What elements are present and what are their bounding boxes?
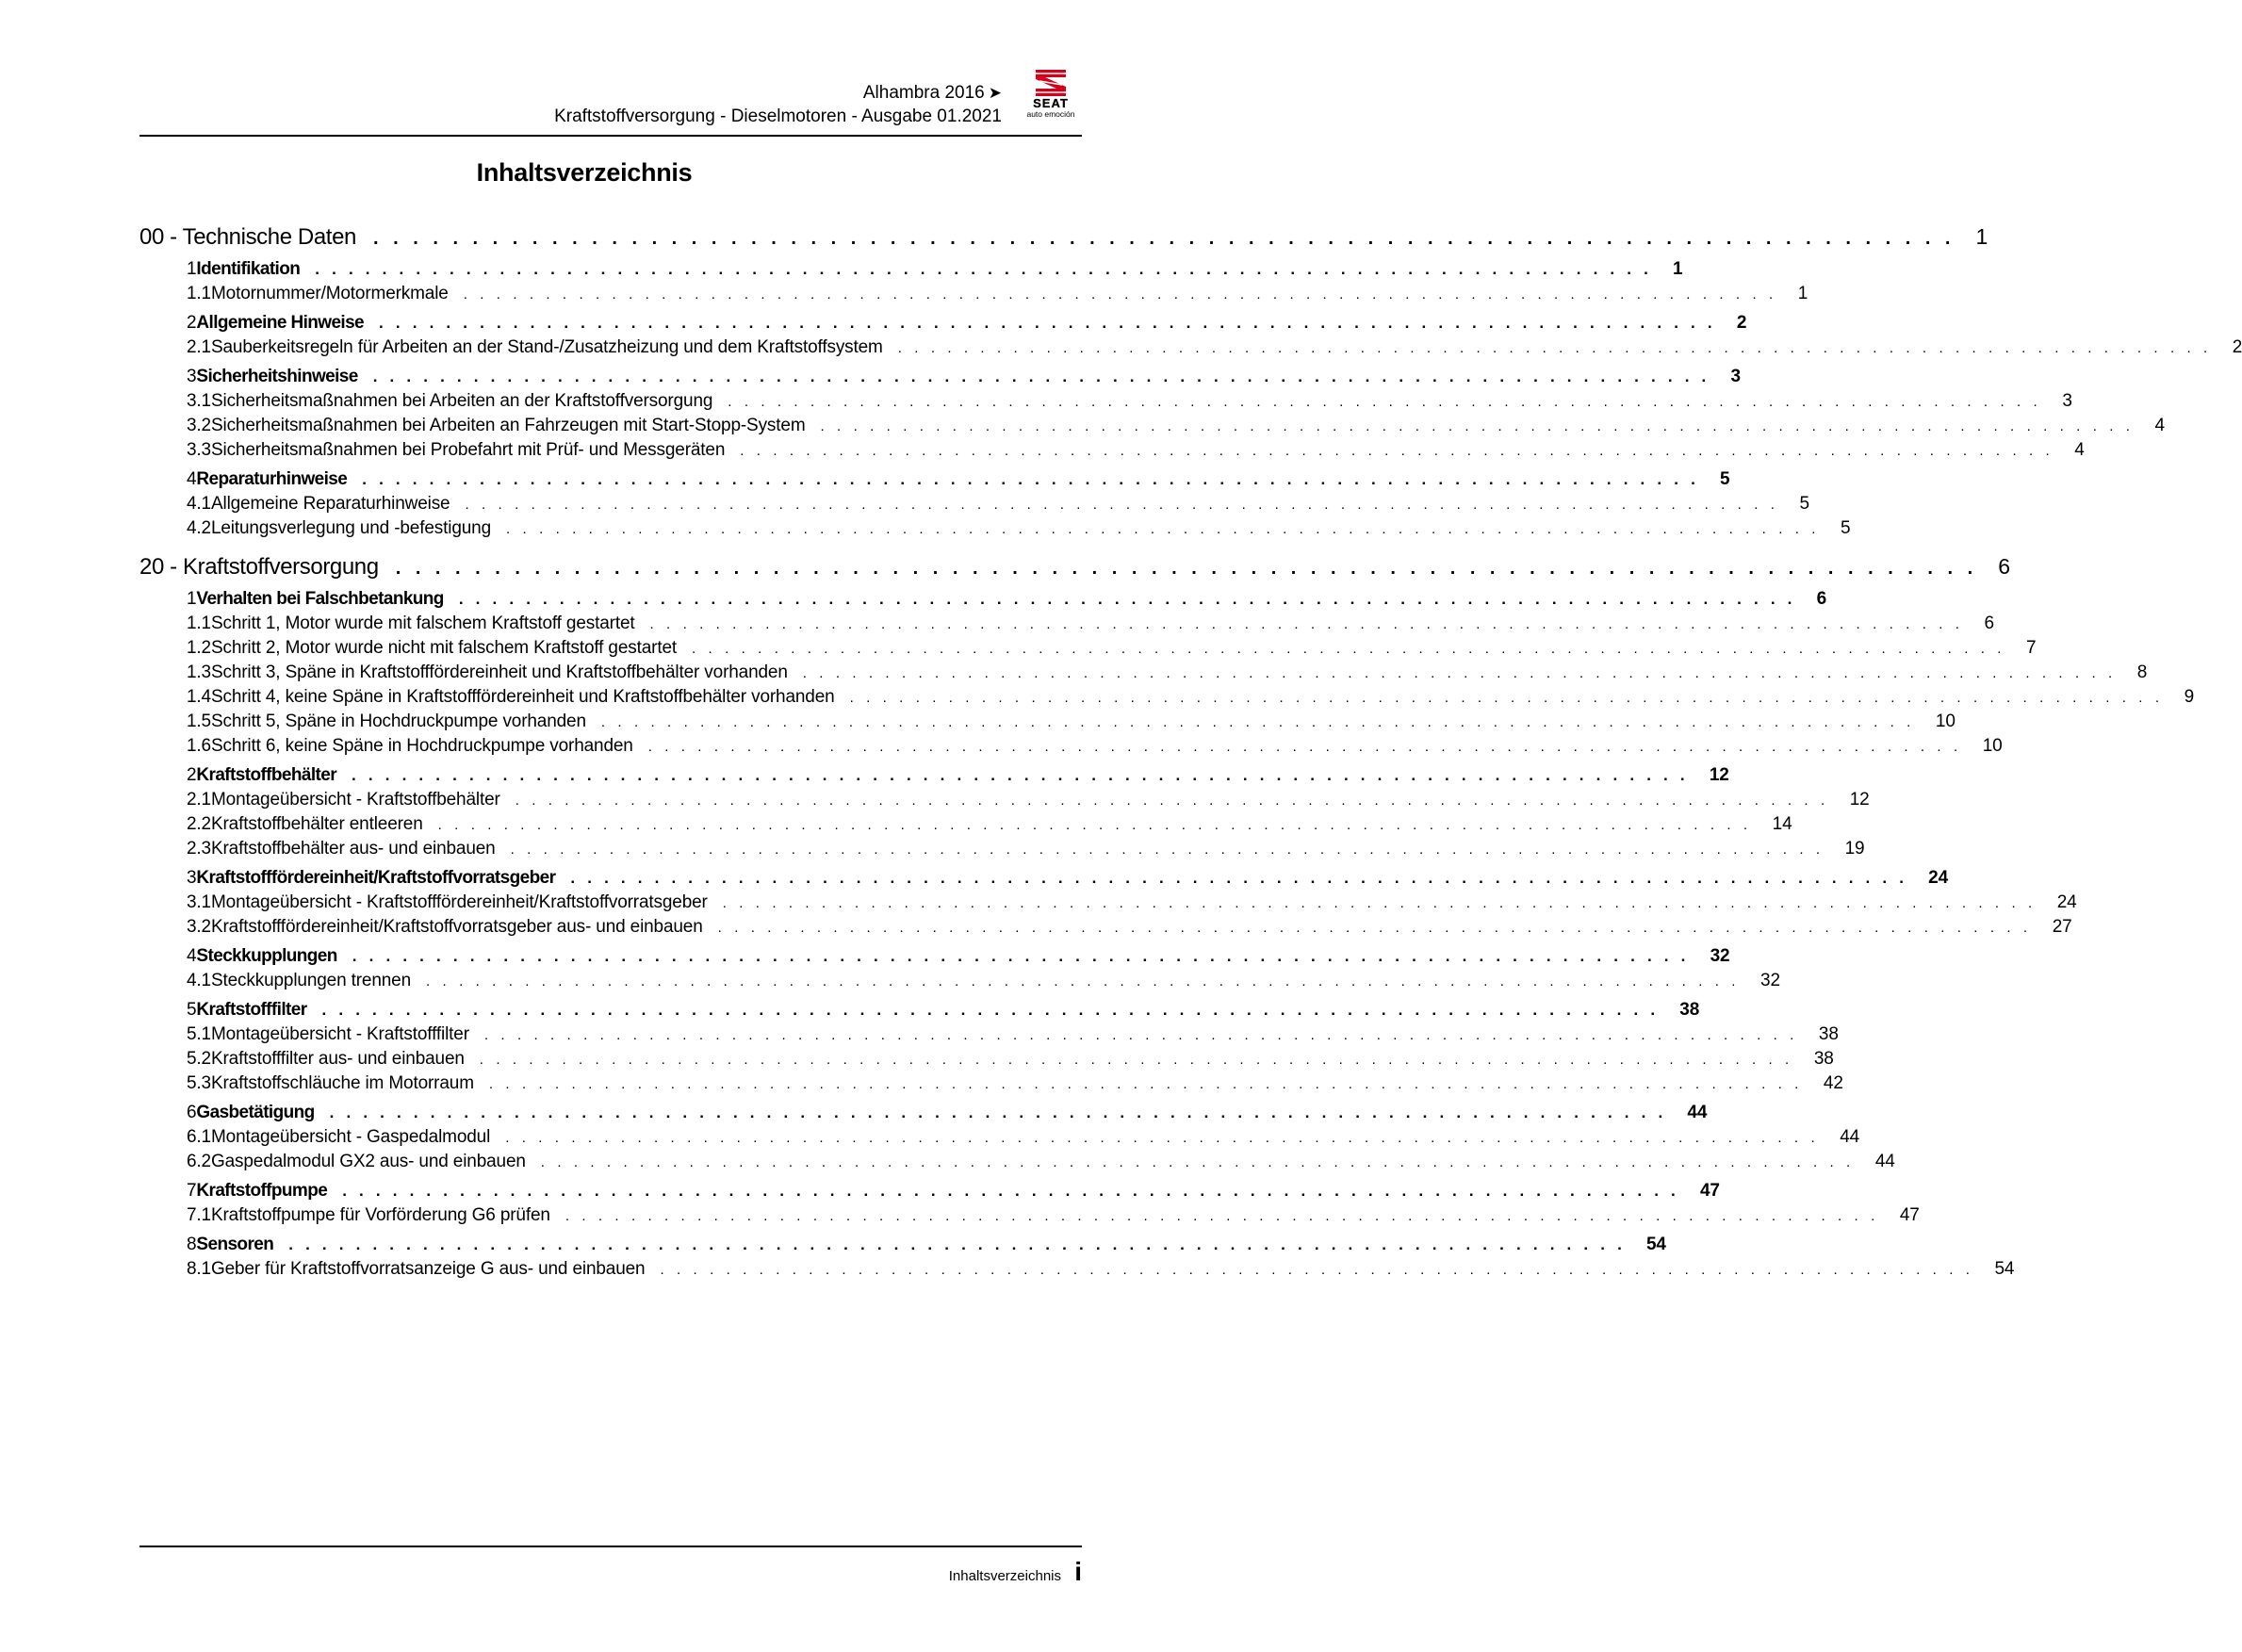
table-of-contents <box>139 224 2242 1295</box>
toc-subsection-entry[interactable] <box>139 839 1865 863</box>
subsection-page-number: 8 <box>2136 662 2148 682</box>
section-title: Kraftstofffilter <box>196 1000 307 1020</box>
section-title: Steckkupplungen <box>196 946 337 966</box>
dot-leader: . . . . . . . . . . . . . . . . . . . . . . . . . . . . . . . . . . . . . . . . . . . . . . . . . . . . . . . . . . . . . . . . . . . . . . . . . . . . . . . . <box>692 641 2006 657</box>
dot-leader: . . . . . . . . . . . . . . . . . . . . . . . . . . . . . . . . . . . . . . . . . . . . . . . . . . . . . . . . . . . . . . . . . . . . . . . . . . . . . . . . <box>463 286 1777 303</box>
section-title: Kraftstoffpumpe <box>196 1181 328 1201</box>
dot-leader: . . . . . . . . . . . . . . . . . . . . . . . . . . . . . . . . . . . . . . . . . . . . . . . . . . . . . . . . . . . . . . . . . . . . . . . . . . . . . . . . <box>740 443 2054 459</box>
section-title: Identifikation <box>196 259 301 279</box>
section-title: Verhalten bei Falschbetankung <box>196 589 444 609</box>
footer-text <box>949 1557 1082 1587</box>
section-title: Allgemeine Hinweise <box>196 313 365 333</box>
subsection-title: Schritt 4, keine Späne in Kraftstofffördereinheit und Kraftstoffbehälter vorhanden <box>210 687 835 707</box>
subsection-number: 3.3 <box>187 440 211 460</box>
subsection-number: 6.1 <box>187 1127 211 1147</box>
arrow-right-icon: ➤ <box>988 84 1002 102</box>
toc-section-entry[interactable] <box>139 259 1683 284</box>
subsection-title: Leitungsverlegung und -befestigung <box>210 518 491 538</box>
subsection-number: 2.1 <box>187 790 211 810</box>
subsection-number: 1.3 <box>187 662 211 682</box>
dot-leader: . . . . . . . . . . . . . . . . . . . . . . . . . . . . . . . . . . . . . . . . . . . . . . . . . . . . . . . . . . . . . . . . . . . . . . . . . . . . . . . . <box>728 394 2042 410</box>
subsection-page-number: 12 <box>1849 790 1870 810</box>
subsection-title: Kraftstoffbehälter aus- und einbauen <box>210 839 496 859</box>
subsection-number: 2.3 <box>187 839 211 859</box>
section-page-number: 6 <box>1816 589 1827 609</box>
subsection-number: 6.2 <box>187 1152 211 1171</box>
section-page-number: 47 <box>1699 1181 1720 1201</box>
dot-leader: . . . . . . . . . . . . . . . . . . . . . . . . . . . . . . . . . . . . . . . . . . . . . . . . . . . . . . . . . . . . . . . . . . . . . . . . . . . . . . . . <box>649 616 1964 632</box>
subsection-number: 3.2 <box>187 917 211 937</box>
subsection-number: 4.1 <box>187 971 211 990</box>
subsection-page-number: 38 <box>1818 1024 1839 1044</box>
toc-subsection-entry[interactable] <box>139 712 1956 736</box>
dot-leader: . . . . . . . . . . . . . . . . . . . . . . . . . . . . . . . . . . . . . . . . . . . . . . . . . . . . . . . . . . . . . . . . . . . . . . . . . . . . . . . . <box>372 228 1956 249</box>
chapter-title: 00 - Technische Daten <box>139 224 356 250</box>
dot-leader: . . . . . . . . . . . . . . . . . . . . . . . . . . . . . . . . . . . . . . . . . . . . . . . . . . . . . . . . . . . . . . . . . . . . . . . . . . . . . . . . <box>379 314 1716 332</box>
subsection-page-number: 2 <box>2232 337 2242 357</box>
header-model: Alhambra 2016 <box>862 83 985 103</box>
toc-subsection-entry[interactable] <box>139 892 2077 917</box>
toc-section <box>139 1103 1895 1176</box>
subsection-title: Schritt 6, keine Späne in Hochdruckpumpe vorhanden <box>210 736 633 756</box>
section-title: Sensoren <box>196 1235 274 1254</box>
toc-section-entry[interactable] <box>139 469 1730 494</box>
toc-section <box>139 1000 1843 1098</box>
section-title: Kraftstoffbehälter <box>196 765 337 785</box>
toc-section-entry[interactable] <box>139 1181 1720 1205</box>
subsection-title: Motornummer/Motormerkmale <box>210 284 449 303</box>
toc-section <box>139 868 2077 941</box>
subsection-page-number: 47 <box>1899 1205 1920 1225</box>
subsection-page-number: 1 <box>1797 284 1808 303</box>
dot-leader: . . . . . . . . . . . . . . . . . . . . . . . . . . . . . . . . . . . . . . . . . . . . . . . . . . . . . . . . . . . . . . . . . . . . . . . . . . . . . . . . <box>820 418 2135 434</box>
seat-logo-brand: SEAT <box>1033 96 1069 110</box>
subsection-title: Montageübersicht - Gaspedalmodul <box>210 1127 491 1147</box>
dot-leader: . . . . . . . . . . . . . . . . . . . . . . . . . . . . . . . . . . . . . . . . . . . . . . . . . . . . . . . . . . . . . . . . . . . . . . . . . . . . . . . . <box>488 1076 1803 1092</box>
toc-section-entry[interactable] <box>139 1103 1708 1127</box>
dot-leader: . . . . . . . . . . . . . . . . . . . . . . . . . . . . . . . . . . . . . . . . . . . . . . . . . . . . . . . . . . . . . . . . . . . . . . . . . . . . . . . . <box>362 470 1700 488</box>
subsection-title: Schritt 3, Späne in Kraftstofffördereinheit und Kraftstoffbehälter vorhanden <box>210 662 788 682</box>
subsection-page-number: 27 <box>2052 917 2072 937</box>
page-title: Inhaltsverzeichnis <box>476 158 693 187</box>
toc-section <box>139 946 1780 995</box>
dot-leader: . . . . . . . . . . . . . . . . . . . . . . . . . . . . . . . . . . . . . . . . . . . . . . . . . . . . . . . . . . . . . . . . . . . . . . . . . . . . . . . . <box>321 1001 1660 1019</box>
toc-subsection-entry[interactable] <box>139 1049 1834 1073</box>
dot-leader: . . . . . . . . . . . . . . . . . . . . . . . . . . . . . . . . . . . . . . . . . . . . . . . . . . . . . . . . . . . . . . . . . . . . . . . . . . . . . . . . <box>565 1208 1879 1224</box>
section-page-number: 5 <box>1720 469 1730 489</box>
toc-subsection-entry[interactable] <box>139 638 2037 662</box>
subsection-page-number: 9 <box>2184 687 2195 707</box>
subsection-page-number: 14 <box>1772 814 1792 834</box>
subsection-page-number: 44 <box>1840 1127 1860 1147</box>
footer-label: Inhaltsverzeichnis <box>948 1568 1061 1584</box>
subsection-number: 1.4 <box>187 687 211 707</box>
subsection-number: 1.6 <box>187 736 211 756</box>
header-subtitle: Kraftstoffversorgung - Dieselmotoren - Ausgabe 01.2021 <box>554 106 1002 126</box>
section-page-number: 12 <box>1709 765 1729 785</box>
toc-subsection-entry[interactable] <box>139 440 2085 465</box>
chapter-page-number: 1 <box>1975 224 1988 249</box>
dot-leader: . . . . . . . . . . . . . . . . . . . . . . . . . . . . . . . . . . . . . . . . . . . . . . . . . . . . . . . . . . . . . . . . . . . . . . . . . . . . . . . . <box>479 1052 1793 1068</box>
subsection-title: Montageübersicht - Kraftstofffördereinheit/Kraftstoffvorratsgeber <box>210 892 708 912</box>
toc-section <box>139 259 1808 308</box>
seat-logo <box>1016 68 1086 121</box>
subsection-page-number: 42 <box>1823 1073 1843 1093</box>
section-page-number: 3 <box>1730 367 1741 386</box>
chapter-title: 20 - Kraftstoffversorgung <box>139 554 379 580</box>
subsection-page-number: 32 <box>1760 971 1780 990</box>
subsection-number: 8.1 <box>187 1259 211 1279</box>
chapter-page-number: 6 <box>1998 554 2010 579</box>
toc-section <box>139 313 2242 362</box>
toc-subsection-entry[interactable] <box>139 337 2242 362</box>
dot-leader: . . . . . . . . . . . . . . . . . . . . . . . . . . . . . . . . . . . . . . . . . . . . . . . . . . . . . . . . . . . . . . . . . . . . . . . . . . . . . . . . <box>352 766 1689 784</box>
section-number: 4 <box>187 946 197 966</box>
subsection-number: 2.2 <box>187 814 211 834</box>
subsection-number: 1.1 <box>187 613 211 633</box>
toc-section-entry[interactable] <box>139 367 1741 391</box>
section-number: 2 <box>187 313 197 333</box>
subsection-title: Steckkupplungen trennen <box>210 971 412 990</box>
section-number: 3 <box>187 367 197 386</box>
toc-section <box>139 1235 2015 1284</box>
subsection-page-number: 10 <box>1982 736 2003 756</box>
subsection-page-number: 3 <box>2062 391 2072 411</box>
toc-chapter <box>139 224 2242 543</box>
subsection-title: Allgemeine Reparaturhinweise <box>210 494 450 514</box>
footer-page-number: i <box>1074 1557 1082 1586</box>
subsection-page-number: 5 <box>1841 518 1851 538</box>
toc-section-entry[interactable] <box>139 589 1827 613</box>
toc-section <box>139 367 2165 465</box>
toc-subsection-entry[interactable] <box>139 736 2003 761</box>
toc-subsection-entry[interactable] <box>139 518 1851 543</box>
toc-section-entry[interactable] <box>139 1235 1666 1259</box>
subsection-page-number: 19 <box>1844 839 1865 859</box>
dot-leader: . . . . . . . . . . . . . . . . . . . . . . . . . . . . . . . . . . . . . . . . . . . . . . . . . . . . . . . . . . . . . . . . . . . . . . . . . . . . . . . . <box>647 739 1962 755</box>
subsection-page-number: 5 <box>1799 494 1809 514</box>
dot-leader: . . . . . . . . . . . . . . . . . . . . . . . . . . . . . . . . . . . . . . . . . . . . . . . . . . . . . . . . . . . . . . . . . . . . . . . . . . . . . . . . <box>372 368 1710 385</box>
seat-logo-icon <box>1032 68 1070 98</box>
section-title: Kraftstofffördereinheit/Kraftstoffvorratsgeber <box>196 868 556 888</box>
subsection-title: Gaspedalmodul GX2 aus- und einbauen <box>210 1152 526 1171</box>
section-title: Reparaturhinweise <box>196 469 348 489</box>
subsection-page-number: 38 <box>1813 1049 1834 1069</box>
subsection-title: Schritt 2, Motor wurde nicht mit falschem Kraftstoff gestartet <box>210 638 678 658</box>
subsection-title: Schritt 1, Motor wurde mit falschem Kraftstoff gestartet <box>210 613 635 633</box>
section-number: 6 <box>187 1103 197 1122</box>
section-number: 8 <box>187 1235 197 1254</box>
page-footer <box>139 1546 1082 1586</box>
dot-leader: . . . . . . . . . . . . . . . . . . . . . . . . . . . . . . . . . . . . . . . . . . . . . . . . . . . . . . . . . . . . . . . . . . . . . . . . . . . . . . . . <box>570 869 1908 887</box>
toc-subsection-entry[interactable] <box>139 613 1994 638</box>
footer-divider <box>139 1546 1082 1547</box>
section-number: 1 <box>187 589 197 609</box>
section-title: Sicherheitshinweise <box>196 367 358 386</box>
dot-leader: . . . . . . . . . . . . . . . . . . . . . . . . . . . . . . . . . . . . . . . . . . . . . . . . . . . . . . . . . . . . . . . . . . . . . . . . . . . . . . . . <box>849 690 2164 706</box>
toc-section <box>139 1181 1920 1230</box>
dot-leader: . . . . . . . . . . . . . . . . . . . . . . . . . . . . . . . . . . . . . . . . . . . . . . . . . . . . . . . . . . . . . . . . . . . . . . . . . . . . . . . . <box>465 497 1779 513</box>
subsection-number: 3.1 <box>187 391 211 411</box>
dot-leader: . . . . . . . . . . . . . . . . . . . . . . . . . . . . . . . . . . . . . . . . . . . . . . . . . . . . . . . . . . . . . . . . . . . . . . . . . . . . . . . . <box>660 1262 1974 1278</box>
dot-leader: . . . . . . . . . . . . . . . . . . . . . . . . . . . . . . . . . . . . . . . . . . . . . . . . . . . . . . . . . . . . . . . . . . . . . . . . . . . . . . . . <box>717 920 2032 936</box>
dot-leader: . . . . . . . . . . . . . . . . . . . . . . . . . . . . . . . . . . . . . . . . . . . . . . . . . . . . . . . . . . . . . . . . . . . . . . . . . . . . . . . . <box>352 947 1690 965</box>
dot-leader: . . . . . . . . . . . . . . . . . . . . . . . . . . . . . . . . . . . . . . . . . . . . . . . . . . . . . . . . . . . . . . . . . . . . . . . . . . . . . . . . <box>458 590 1796 608</box>
section-title: Gasbetätigung <box>196 1103 315 1122</box>
toc-subsection-entry[interactable] <box>139 1152 1895 1176</box>
section-number: 7 <box>187 1181 197 1201</box>
dot-leader: . . . . . . . . . . . . . . . . . . . . . . . . . . . . . . . . . . . . . . . . . . . . . . . . . . . . . . . . . . . . . . . . . . . . . . . . . . . . . . . . <box>288 1235 1626 1253</box>
toc-subsection-entry[interactable] <box>139 814 1792 839</box>
toc-subsection-entry[interactable] <box>139 662 2148 687</box>
subsection-title: Montageübersicht - Kraftstoffbehälter <box>210 790 500 810</box>
dot-leader: . . . . . . . . . . . . . . . . . . . . . . . . . . . . . . . . . . . . . . . . . . . . . . . . . . . . . . . . . . . . . . . . . . . . . . . . . . . . . . . . <box>515 793 1829 809</box>
toc-subsection-entry[interactable] <box>139 494 1809 518</box>
subsection-title: Kraftstoffbehälter entleeren <box>210 814 423 834</box>
dot-leader: . . . . . . . . . . . . . . . . . . . . . . . . . . . . . . . . . . . . . . . . . . . . . . . . . . . . . . . . . . . . . . . . . . . . . . . . . . . . . . . . <box>329 1104 1667 1121</box>
subsection-page-number: 6 <box>1984 613 1994 633</box>
dot-leader: . . . . . . . . . . . . . . . . . . . . . . . . . . . . . . . . . . . . . . . . . . . . . . . . . . . . . . . . . . . . . . . . . . . . . . . . . . . . . . . . <box>802 665 2117 681</box>
subsection-number: 1.2 <box>187 638 211 658</box>
toc-section <box>139 765 1870 863</box>
toc-chapter-entry[interactable] <box>139 554 2010 584</box>
section-number: 2 <box>187 765 197 785</box>
toc-subsection-entry[interactable] <box>139 284 1808 308</box>
subsection-title: Kraftstoffschläuche im Motorraum <box>210 1073 474 1093</box>
dot-leader: . . . . . . . . . . . . . . . . . . . . . . . . . . . . . . . . . . . . . . . . . . . . . . . . . . . . . . . . . . . . . . . . . . . . . . . . . . . . . . . . <box>505 1130 1820 1146</box>
subsection-number: 4.1 <box>187 494 211 514</box>
toc-chapter-entry[interactable] <box>139 224 1988 254</box>
toc-subsection-entry[interactable] <box>139 416 2165 440</box>
subsection-title: Kraftstoffpumpe für Vorförderung G6 prüfen <box>210 1205 550 1225</box>
section-page-number: 24 <box>1928 868 1948 888</box>
header-divider <box>139 135 1082 137</box>
toc-section <box>139 469 1851 543</box>
header-text <box>554 83 1002 130</box>
subsection-page-number: 10 <box>1935 712 1956 731</box>
subsection-title: Schritt 5, Späne in Hochdruckpumpe vorhanden <box>210 712 586 731</box>
page-header <box>139 83 1082 138</box>
subsection-title: Kraftstofffilter aus- und einbauen <box>210 1049 465 1069</box>
toc-section-entry[interactable] <box>139 1000 1700 1024</box>
subsection-number: 5.1 <box>187 1024 211 1044</box>
subsection-number: 2.1 <box>187 337 211 357</box>
subsection-number: 1.1 <box>187 284 211 303</box>
toc-subsection-entry[interactable] <box>139 790 1870 814</box>
toc-subsection-entry[interactable] <box>139 1024 1839 1049</box>
subsection-title: Sicherheitsmaßnahmen bei Arbeiten an Fahrzeugen mit Start-Stopp-System <box>210 416 806 435</box>
toc-subsection-entry[interactable] <box>139 1127 1860 1152</box>
toc-section-entry[interactable] <box>139 946 1730 971</box>
toc-section-entry[interactable] <box>139 765 1729 790</box>
subsection-page-number: 24 <box>2056 892 2077 912</box>
dot-leader: . . . . . . . . . . . . . . . . . . . . . . . . . . . . . . . . . . . . . . . . . . . . . . . . . . . . . . . . . . . . . . . . . . . . . . . . . . . . . . . . <box>506 521 1821 537</box>
section-page-number: 38 <box>1679 1000 1700 1020</box>
dot-leader: . . . . . . . . . . . . . . . . . . . . . . . . . . . . . . . . . . . . . . . . . . . . . . . . . . . . . . . . . . . . . . . . . . . . . . . . . . . . . . . . <box>510 842 1825 858</box>
toc-subsection-entry[interactable] <box>139 971 1780 995</box>
subsection-number: 3.1 <box>187 892 211 912</box>
dot-leader: . . . . . . . . . . . . . . . . . . . . . . . . . . . . . . . . . . . . . . . . . . . . . . . . . . . . . . . . . . . . . . . . . . . . . . . . . . . . . . . . <box>897 340 2212 356</box>
section-page-number: 1 <box>1673 259 1683 279</box>
toc-subsection-entry[interactable] <box>139 1259 2015 1284</box>
subsection-title: Montageübersicht - Kraftstofffilter <box>210 1024 469 1044</box>
dot-leader: . . . . . . . . . . . . . . . . . . . . . . . . . . . . . . . . . . . . . . . . . . . . . . . . . . . . . . . . . . . . . . . . . . . . . . . . . . . . . . . . <box>722 895 2037 911</box>
dot-leader: . . . . . . . . . . . . . . . . . . . . . . . . . . . . . . . . . . . . . . . . . . . . . . . . . . . . . . . . . . . . . . . . . . . . . . . . . . . . . . . . <box>483 1027 1798 1043</box>
subsection-title: Sauberkeitsregeln für Arbeiten an der Stand-/Zusatzheizung und dem Kraftstoffsystem <box>210 337 883 357</box>
toc-chapter <box>139 554 2195 1284</box>
subsection-number: 3.2 <box>187 416 211 435</box>
dot-leader: . . . . . . . . . . . . . . . . . . . . . . . . . . . . . . . . . . . . . . . . . . . . . . . . . . . . . . . . . . . . . . . . . . . . . . . . . . . . . . . . <box>395 558 1978 579</box>
toc-subsection-entry[interactable] <box>139 687 2195 712</box>
section-number: 3 <box>187 868 197 888</box>
subsection-title: Kraftstofffördereinheit/Kraftstoffvorratsgeber aus- und einbauen <box>210 917 703 937</box>
dot-leader: . . . . . . . . . . . . . . . . . . . . . . . . . . . . . . . . . . . . . . . . . . . . . . . . . . . . . . . . . . . . . . . . . . . . . . . . . . . . . . . . <box>426 973 1741 990</box>
dot-leader: . . . . . . . . . . . . . . . . . . . . . . . . . . . . . . . . . . . . . . . . . . . . . . . . . . . . . . . . . . . . . . . . . . . . . . . . . . . . . . . . <box>342 1182 1679 1200</box>
dot-leader: . . . . . . . . . . . . . . . . . . . . . . . . . . . . . . . . . . . . . . . . . . . . . . . . . . . . . . . . . . . . . . . . . . . . . . . . . . . . . . . . <box>437 817 1752 833</box>
dot-leader: . . . . . . . . . . . . . . . . . . . . . . . . . . . . . . . . . . . . . . . . . . . . . . . . . . . . . . . . . . . . . . . . . . . . . . . . . . . . . . . . <box>540 1154 1855 1170</box>
dot-leader: . . . . . . . . . . . . . . . . . . . . . . . . . . . . . . . . . . . . . . . . . . . . . . . . . . . . . . . . . . . . . . . . . . . . . . . . . . . . . . . . <box>600 714 1915 730</box>
subsection-title: Sicherheitsmaßnahmen bei Probefahrt mit Prüf- und Messgeräten <box>210 440 726 460</box>
subsection-page-number: 4 <box>2074 440 2085 460</box>
toc-subsection-entry[interactable] <box>139 917 2072 941</box>
dot-leader: . . . . . . . . . . . . . . . . . . . . . . . . . . . . . . . . . . . . . . . . . . . . . . . . . . . . . . . . . . . . . . . . . . . . . . . . . . . . . . . . <box>315 260 1653 278</box>
subsection-number: 5.3 <box>187 1073 211 1093</box>
toc-section <box>139 589 2195 761</box>
seat-logo-claim: auto emoción <box>1026 109 1075 119</box>
subsection-number: 4.2 <box>187 518 211 538</box>
subsection-title: Geber für Kraftstoffvorratsanzeige G aus- und einbauen <box>210 1259 646 1279</box>
subsection-number: 1.5 <box>187 712 211 731</box>
section-page-number: 54 <box>1646 1235 1666 1254</box>
section-number: 1 <box>187 259 197 279</box>
subsection-number: 5.2 <box>187 1049 211 1069</box>
section-page-number: 44 <box>1687 1103 1708 1122</box>
subsection-page-number: 54 <box>1994 1259 2015 1279</box>
toc-subsection-entry[interactable] <box>139 391 2072 416</box>
subsection-title: Sicherheitsmaßnahmen bei Arbeiten an der Kraftstoffversorgung <box>210 391 713 411</box>
toc-subsection-entry[interactable] <box>139 1205 1920 1230</box>
toc-section-entry[interactable] <box>139 313 1747 337</box>
toc-section-entry[interactable] <box>139 868 1948 892</box>
subsection-number: 7.1 <box>187 1205 211 1225</box>
section-number: 5 <box>187 1000 197 1020</box>
section-number: 4 <box>187 469 197 489</box>
section-page-number: 32 <box>1710 946 1730 966</box>
subsection-page-number: 7 <box>2026 638 2037 658</box>
toc-subsection-entry[interactable] <box>139 1073 1843 1098</box>
subsection-page-number: 4 <box>2154 416 2165 435</box>
section-page-number: 2 <box>1736 313 1747 333</box>
subsection-page-number: 44 <box>1874 1152 1895 1171</box>
